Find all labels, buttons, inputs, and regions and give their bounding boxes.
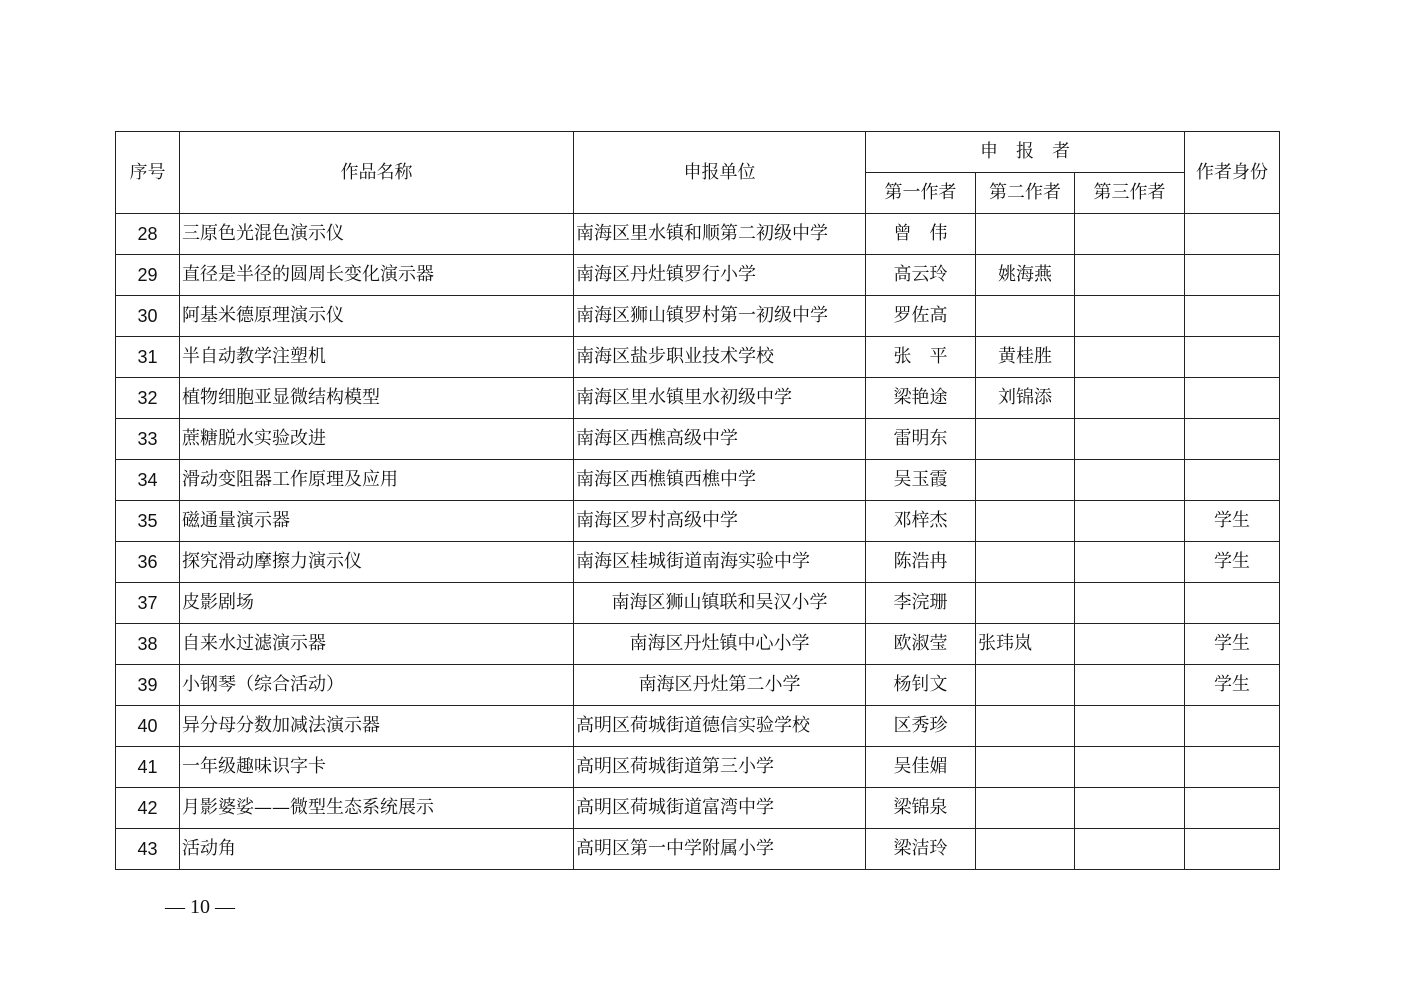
table-row <box>116 747 1280 788</box>
cell-identity <box>1185 747 1280 788</box>
cell-first-author: 高云玲 <box>866 255 976 296</box>
cell-title: 月影婆娑——微型生态系统展示 <box>180 788 574 829</box>
cell-index: 36 <box>116 542 180 583</box>
table-header <box>116 132 1280 214</box>
header-unit: 申报单位 <box>574 132 866 214</box>
table-row <box>116 378 1280 419</box>
cell-third-author <box>1075 501 1185 542</box>
cell-second-author <box>976 419 1075 460</box>
cell-third-author <box>1075 706 1185 747</box>
cell-unit: 南海区西樵高级中学 <box>574 419 866 460</box>
cell-first-author: 张 平 <box>866 337 976 378</box>
cell-index: 29 <box>116 255 180 296</box>
cell-title: 异分母分数加减法演示器 <box>180 706 574 747</box>
cell-identity <box>1185 460 1280 501</box>
cell-identity: 学生 <box>1185 665 1280 706</box>
cell-index: 28 <box>116 214 180 255</box>
cell-title: 磁通量演示器 <box>180 501 574 542</box>
cell-unit: 南海区盐步职业技术学校 <box>574 337 866 378</box>
cell-unit: 高明区第一中学附属小学 <box>574 829 866 870</box>
cell-index: 39 <box>116 665 180 706</box>
cell-title: 探究滑动摩擦力演示仪 <box>180 542 574 583</box>
cell-third-author <box>1075 624 1185 665</box>
header-third-author: 第三作者 <box>1075 173 1185 214</box>
cell-first-author: 曾 伟 <box>866 214 976 255</box>
cell-third-author <box>1075 665 1185 706</box>
cell-unit: 南海区桂城街道南海实验中学 <box>574 542 866 583</box>
cell-title: 三原色光混色演示仪 <box>180 214 574 255</box>
cell-third-author <box>1075 788 1185 829</box>
cell-identity: 学生 <box>1185 624 1280 665</box>
table-row <box>116 706 1280 747</box>
cell-identity <box>1185 378 1280 419</box>
cell-second-author: 姚海燕 <box>976 255 1075 296</box>
cell-identity <box>1185 296 1280 337</box>
cell-title: 活动角 <box>180 829 574 870</box>
cell-third-author <box>1075 255 1185 296</box>
cell-title: 一年级趣味识字卡 <box>180 747 574 788</box>
table-row <box>116 255 1280 296</box>
cell-index: 38 <box>116 624 180 665</box>
cell-index: 43 <box>116 829 180 870</box>
table-row <box>116 788 1280 829</box>
cell-unit: 南海区丹灶镇中心小学 <box>574 624 866 665</box>
cell-title: 半自动教学注塑机 <box>180 337 574 378</box>
header-title: 作品名称 <box>180 132 574 214</box>
cell-third-author <box>1075 296 1185 337</box>
cell-first-author: 李浣珊 <box>866 583 976 624</box>
cell-identity <box>1185 706 1280 747</box>
cell-third-author <box>1075 583 1185 624</box>
page-number: — 10 — <box>165 896 235 918</box>
cell-third-author <box>1075 378 1185 419</box>
cell-index: 30 <box>116 296 180 337</box>
cell-second-author <box>976 706 1075 747</box>
table-row <box>116 624 1280 665</box>
cell-third-author <box>1075 542 1185 583</box>
cell-third-author <box>1075 829 1185 870</box>
cell-second-author <box>976 665 1075 706</box>
table-row <box>116 337 1280 378</box>
cell-index: 33 <box>116 419 180 460</box>
cell-title: 直径是半径的圆周长变化演示器 <box>180 255 574 296</box>
cell-index: 35 <box>116 501 180 542</box>
table-row <box>116 542 1280 583</box>
cell-title: 滑动变阻器工作原理及应用 <box>180 460 574 501</box>
cell-first-author: 区秀珍 <box>866 706 976 747</box>
cell-first-author: 梁锦泉 <box>866 788 976 829</box>
cell-unit: 南海区丹灶第二小学 <box>574 665 866 706</box>
cell-first-author: 梁艳途 <box>866 378 976 419</box>
cell-second-author <box>976 214 1075 255</box>
cell-second-author: 黄桂胜 <box>976 337 1075 378</box>
cell-unit: 高明区荷城街道富湾中学 <box>574 788 866 829</box>
cell-title: 皮影剧场 <box>180 583 574 624</box>
cell-title: 小钢琴（综合活动） <box>180 665 574 706</box>
cell-unit: 南海区丹灶镇罗行小学 <box>574 255 866 296</box>
cell-unit: 高明区荷城街道第三小学 <box>574 747 866 788</box>
table-row <box>116 501 1280 542</box>
table-row <box>116 296 1280 337</box>
header-second-author: 第二作者 <box>976 173 1075 214</box>
cell-title: 植物细胞亚显微结构模型 <box>180 378 574 419</box>
cell-identity <box>1185 214 1280 255</box>
cell-index: 32 <box>116 378 180 419</box>
cell-first-author: 雷明东 <box>866 419 976 460</box>
cell-title: 阿基米德原理演示仪 <box>180 296 574 337</box>
cell-second-author <box>976 501 1075 542</box>
cell-index: 41 <box>116 747 180 788</box>
cell-index: 40 <box>116 706 180 747</box>
cell-identity <box>1185 583 1280 624</box>
cell-second-author <box>976 296 1075 337</box>
cell-third-author <box>1075 460 1185 501</box>
cell-first-author: 陈浩冉 <box>866 542 976 583</box>
cell-first-author: 杨钊文 <box>866 665 976 706</box>
table-row <box>116 829 1280 870</box>
header-index: 序号 <box>116 132 180 214</box>
cell-index: 37 <box>116 583 180 624</box>
header-applicants: 申 报 者 <box>866 132 1185 173</box>
cell-index: 42 <box>116 788 180 829</box>
cell-identity <box>1185 788 1280 829</box>
cell-title: 自来水过滤演示器 <box>180 624 574 665</box>
cell-title: 蔗糖脱水实验改进 <box>180 419 574 460</box>
cell-first-author: 吴佳媚 <box>866 747 976 788</box>
table-row <box>116 419 1280 460</box>
cell-identity <box>1185 255 1280 296</box>
header-identity: 作者身份 <box>1185 132 1280 214</box>
table-row <box>116 214 1280 255</box>
cell-index: 34 <box>116 460 180 501</box>
cell-second-author <box>976 583 1075 624</box>
cell-unit: 南海区罗村高级中学 <box>574 501 866 542</box>
entries-table <box>115 131 1280 870</box>
cell-first-author: 罗佐高 <box>866 296 976 337</box>
cell-third-author <box>1075 337 1185 378</box>
cell-third-author <box>1075 747 1185 788</box>
cell-unit: 南海区里水镇里水初级中学 <box>574 378 866 419</box>
header-first-author: 第一作者 <box>866 173 976 214</box>
cell-identity <box>1185 829 1280 870</box>
cell-third-author <box>1075 214 1185 255</box>
cell-first-author: 梁洁玲 <box>866 829 976 870</box>
cell-index: 31 <box>116 337 180 378</box>
cell-first-author: 欧淑莹 <box>866 624 976 665</box>
cell-second-author <box>976 542 1075 583</box>
table-row <box>116 460 1280 501</box>
cell-second-author <box>976 788 1075 829</box>
cell-unit: 南海区狮山镇联和吴汉小学 <box>574 583 866 624</box>
cell-unit: 南海区里水镇和顺第二初级中学 <box>574 214 866 255</box>
cell-second-author <box>976 747 1075 788</box>
cell-unit: 高明区荷城街道德信实验学校 <box>574 706 866 747</box>
cell-second-author <box>976 460 1075 501</box>
cell-second-author: 刘锦添 <box>976 378 1075 419</box>
cell-third-author <box>1075 419 1185 460</box>
cell-second-author: 张玮岚 <box>976 624 1075 665</box>
cell-unit: 南海区西樵镇西樵中学 <box>574 460 866 501</box>
cell-second-author <box>976 829 1075 870</box>
table-row <box>116 583 1280 624</box>
cell-identity <box>1185 337 1280 378</box>
cell-identity: 学生 <box>1185 542 1280 583</box>
cell-identity <box>1185 419 1280 460</box>
cell-unit: 南海区狮山镇罗村第一初级中学 <box>574 296 866 337</box>
cell-first-author: 吴玉霞 <box>866 460 976 501</box>
table-body <box>116 214 1280 870</box>
table-row <box>116 665 1280 706</box>
cell-first-author: 邓梓杰 <box>866 501 976 542</box>
cell-identity: 学生 <box>1185 501 1280 542</box>
